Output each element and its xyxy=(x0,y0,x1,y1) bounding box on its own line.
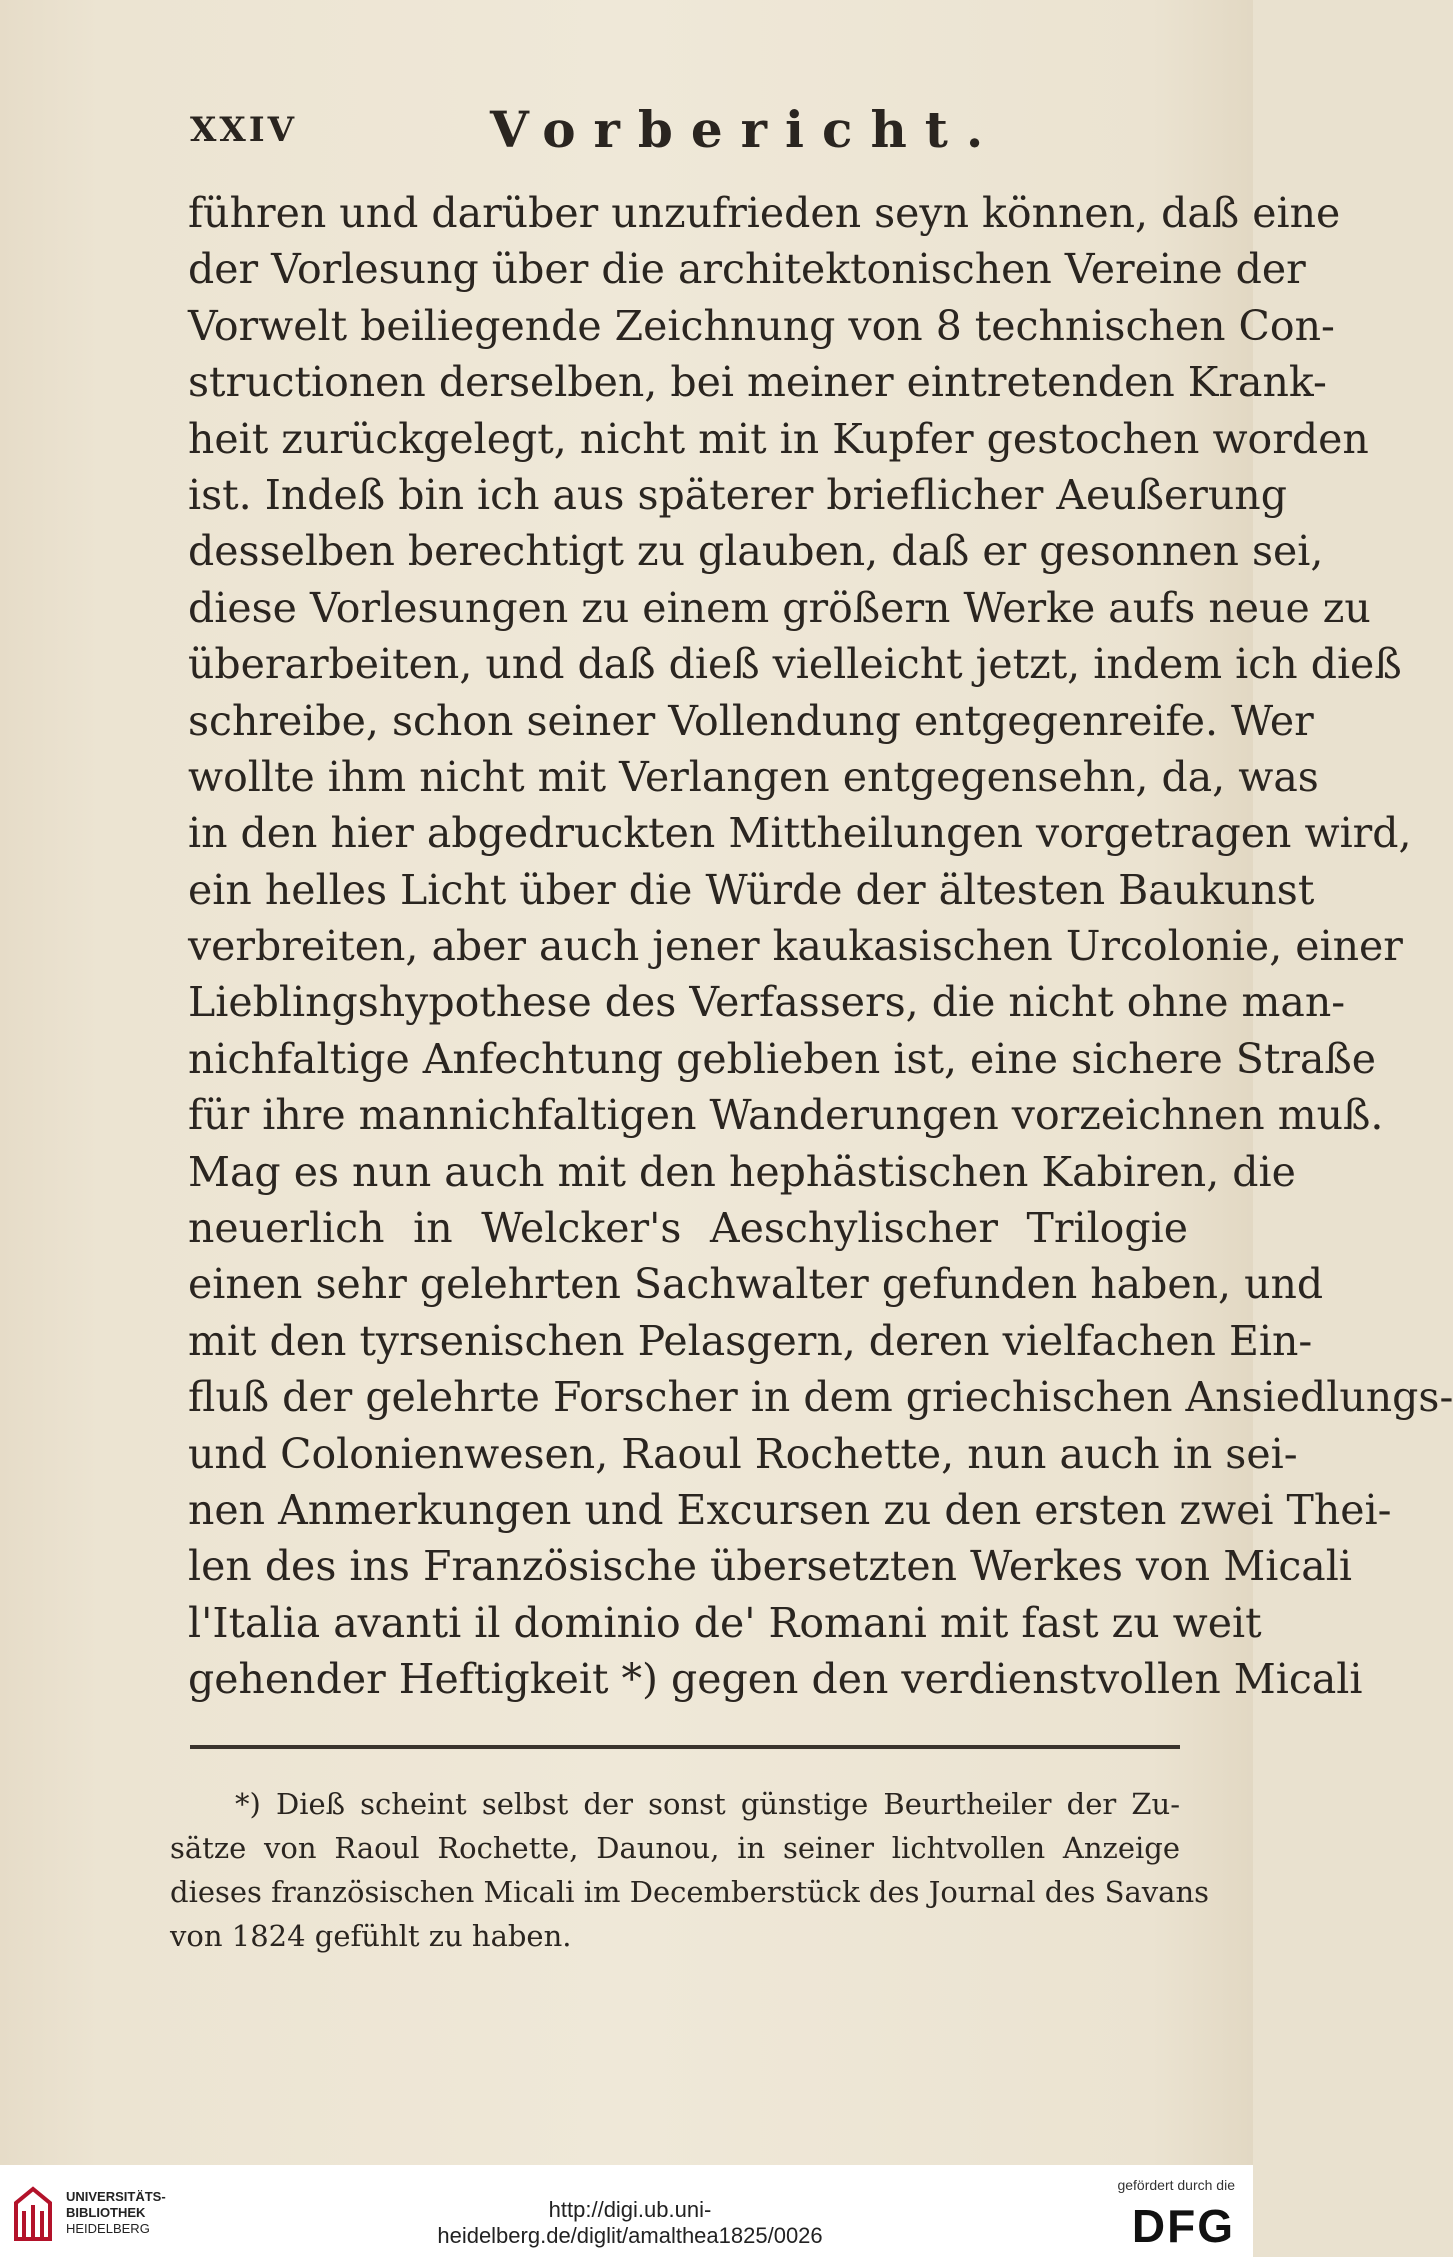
library-name-line: HEIDELBERG xyxy=(66,2221,150,2236)
text-line: neuerlich in Welcker's Aeschylischer Trilogie xyxy=(188,1204,1188,1253)
text-line: ein helles Licht über die Würde der ältesten Baukunst xyxy=(188,865,1315,914)
text-line: Mag es nun auch mit den hephästischen Kabiren, die xyxy=(188,1147,1296,1196)
text-line: wollte ihm nicht mit Verlangen entgegensehn, da, was xyxy=(188,752,1319,801)
text-line: heit zurückgelegt, nicht mit in Kupfer gestochen worden xyxy=(188,414,1369,463)
footnote xyxy=(170,1782,1210,1958)
library-name-line: BIBLIOTHEK xyxy=(66,2205,146,2220)
page-header xyxy=(190,100,1190,160)
dfg-logo[interactable]: DFG xyxy=(1131,2200,1235,2252)
text-line: der Vorlesung über die architektonischen Vereine der xyxy=(188,245,1306,294)
page-number: XXIV xyxy=(190,110,298,150)
body-text xyxy=(188,185,1453,1708)
text-line: überarbeiten, und daß dieß vielleicht jetzt, indem ich dieß xyxy=(188,640,1402,689)
text-line: fluß der gelehrte Forscher in dem griechischen Ansiedlungs- xyxy=(188,1373,1453,1422)
text-line: diese Vorlesungen zu einem größern Werke aufs neue zu xyxy=(188,583,1371,632)
text-line: und Colonienwesen, Raoul Rochette, nun auch in sei- xyxy=(188,1429,1298,1478)
text-line: einen sehr gelehrten Sachwalter gefunden haben, und xyxy=(188,1260,1324,1309)
running-title: Vorbericht. xyxy=(490,100,1002,159)
text-line: führen und darüber unzufrieden seyn können, daß eine xyxy=(188,189,1341,237)
text-line: verbreiten, aber auch jener kaukasischen Urcolonie, einer xyxy=(188,922,1403,971)
footnote-line: von 1824 gefühlt zu haben. xyxy=(170,1919,572,1953)
text-line: mit den tyrsenischen Pelasgern, deren vielfachen Ein- xyxy=(188,1316,1313,1365)
text-line: structionen derselben, bei meiner eintretenden Krank- xyxy=(188,358,1327,407)
footnote-line: dieses französischen Micali im Decemberstück des Journal des Savans xyxy=(170,1875,1210,1909)
text-line: Vorwelt beiliegende Zeichnung von 8 technischen Con- xyxy=(188,301,1335,350)
footnote-line: *) Dieß scheint selbst der sonst günstige Beurtheiler der Zu- xyxy=(235,1787,1180,1821)
text-line: nen Anmerkungen und Excursen zu den ersten zwei Thei- xyxy=(188,1485,1392,1534)
text-line: schreibe, schon seiner Vollendung entgegenreife. Wer xyxy=(188,696,1314,745)
university-library-logo-icon[interactable] xyxy=(12,2185,54,2241)
text-line: nichfaltige Anfechtung geblieben ist, eine sichere Straße xyxy=(188,1034,1377,1083)
permalink-url[interactable]: http://digi.ub.uni-heidelberg.de/diglit/amalthea1825/0026 xyxy=(437,2197,823,2248)
library-name[interactable] xyxy=(66,2189,166,2237)
text-line: gehender Heftigkeit *) gegen den verdienstvollen Micali xyxy=(188,1655,1363,1704)
viewer-footer xyxy=(0,2165,1253,2257)
text-line: len des ins Französische übersetzten Werkes von Micali xyxy=(188,1542,1352,1591)
text-line: Lieblingshypothese des Verfassers, die nicht ohne man- xyxy=(188,978,1346,1027)
library-name-line: UNIVERSITÄTS- xyxy=(66,2189,166,2204)
text-line: ist. Indeß bin ich aus späterer brieflicher Aeußerung xyxy=(188,470,1287,519)
dfg-label: gefördert durch die xyxy=(1117,2177,1235,2193)
text-line: in den hier abgedruckten Mittheilungen vorgetragen wird, xyxy=(188,809,1412,858)
footnote-line: sätze von Raoul Rochette, Daunou, in seiner lichtvollen Anzeige xyxy=(170,1831,1180,1865)
text-line: für ihre mannichfaltigen Wanderungen vorzeichnen muß. xyxy=(188,1091,1384,1140)
footnote-rule xyxy=(190,1745,1180,1749)
text-line: l'Italia avanti il dominio de' Romani mit fast zu weit xyxy=(188,1598,1262,1647)
text-line: desselben berechtigt zu glauben, daß er gesonnen sei, xyxy=(188,527,1324,576)
